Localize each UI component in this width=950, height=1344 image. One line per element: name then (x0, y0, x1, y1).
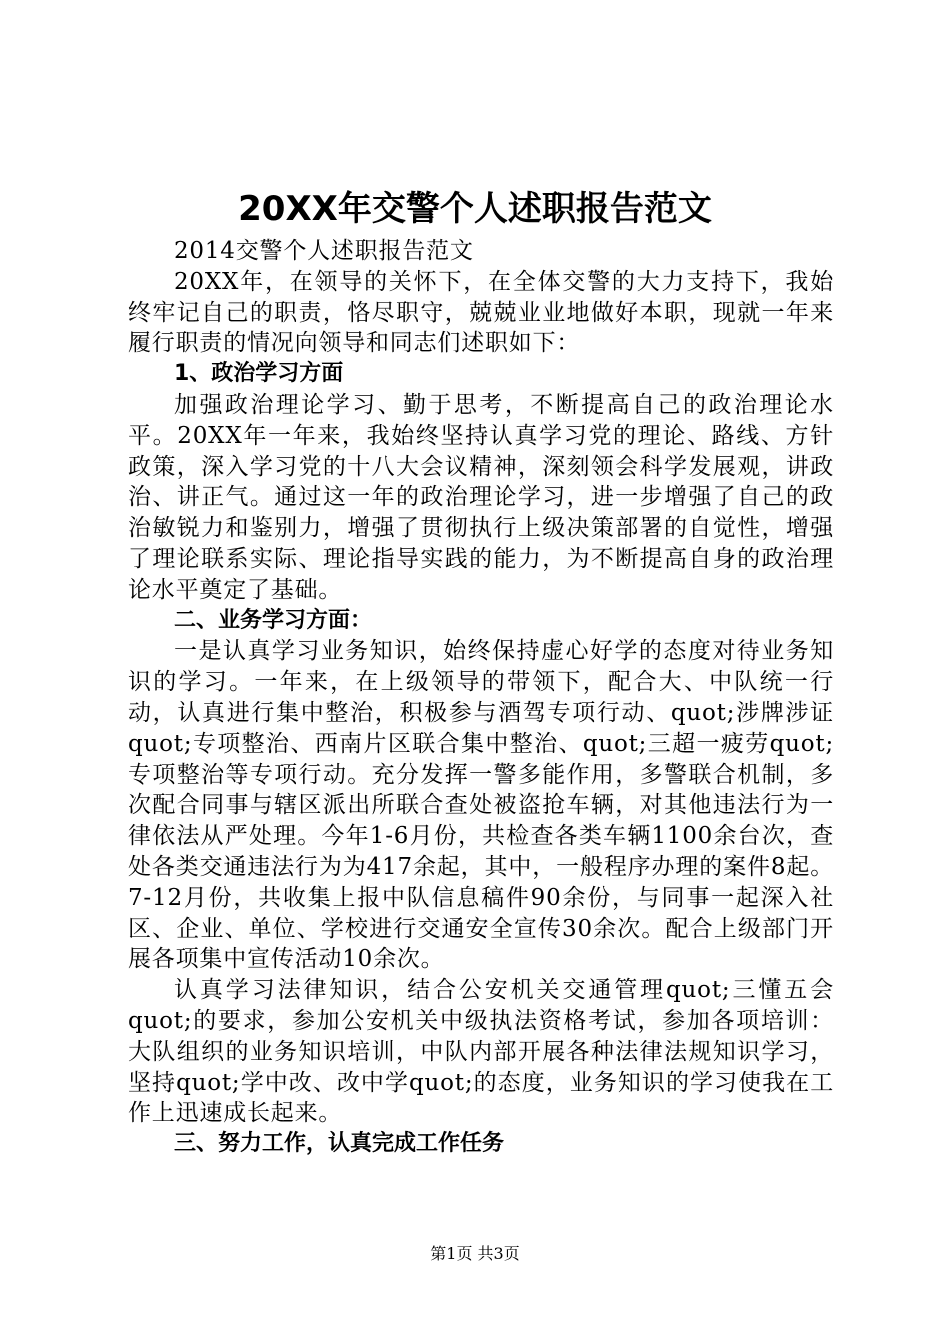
business-paragraph-1: 一是认真学习业务知识，始终保持虚心好学的态度对待业务知识的学习。一年来，在上级领导的带领下，配合大、中队统一行动，认真进行集中整治，积极参与酒驾专项行动、quot;涉牌涉证quot;专项整治、西南片区联合集中整治、quot;三超一疲劳quot;专项整治等专项行动。充分发挥一警多能作用，多警联合机制，多次配合同事与辖区派出所联合查处被盗抢车辆，对其他违法行为一律依法从严处理。今年1-6月份，共检查各类车辆1100余台次，查处各类交通违法行为为417余起，其中，一般程序办理的案件8起。7-12月份，共收集上报中队信息稿件90余份，与同事一起深入社区、企业、单位、学校进行交通安全宣传30余次。配合上级部门开展各项集中宣传活动10余次。 (128, 638, 834, 973)
document-body (128, 236, 834, 1160)
page-footer: 第1页 共3页 (430, 1244, 520, 1263)
section-heading-business: 二、业务学习方面： (174, 607, 373, 633)
document-subtitle: 2014交警个人述职报告范文 (174, 238, 474, 264)
business-paragraph-2: 认真学习法律知识，结合公安机关交通管理quot;三懂五会quot;的要求，参加公安机关中级执法资格考试，参加各项培训：大队组织的业务知识培训，中队内部开展各种法律法规知识学习，坚持quot;学中改、改中学quot;的态度，业务知识的学习使我在工作上迅速成长起来。 (128, 977, 834, 1127)
document-title: 20XX年交警个人述职报告范文 (238, 189, 712, 229)
politics-paragraph: 加强政治理论学习、勤于思考，不断提高自己的政治理论水平。20XX年一年来，我始终坚持认真学习党的理论、路线、方针政策，深入学习党的十八大会议精神，深刻领会科学发展观，讲政治、讲正气。通过这一年的政治理论学习，进一步增强了自己的政治敏锐力和鉴别力，增强了贯彻执行上级决策部署的自觉性，增强了理论联系实际、理论指导实践的能力，为不断提高自身的政治理论水平奠定了基础。 (128, 391, 834, 603)
intro-paragraph: 20XX年，在领导的关怀下，在全体交警的大力支持下，我始终牢记自己的职责，恪尽职守，兢兢业业地做好本职，现就一年来履行职责的情况向领导和同志们述职如下： (128, 268, 834, 357)
section-heading-work: 三、努力工作，认真完成工作任务 (174, 1131, 505, 1157)
section-heading-politics: 1、政治学习方面 (174, 361, 344, 387)
